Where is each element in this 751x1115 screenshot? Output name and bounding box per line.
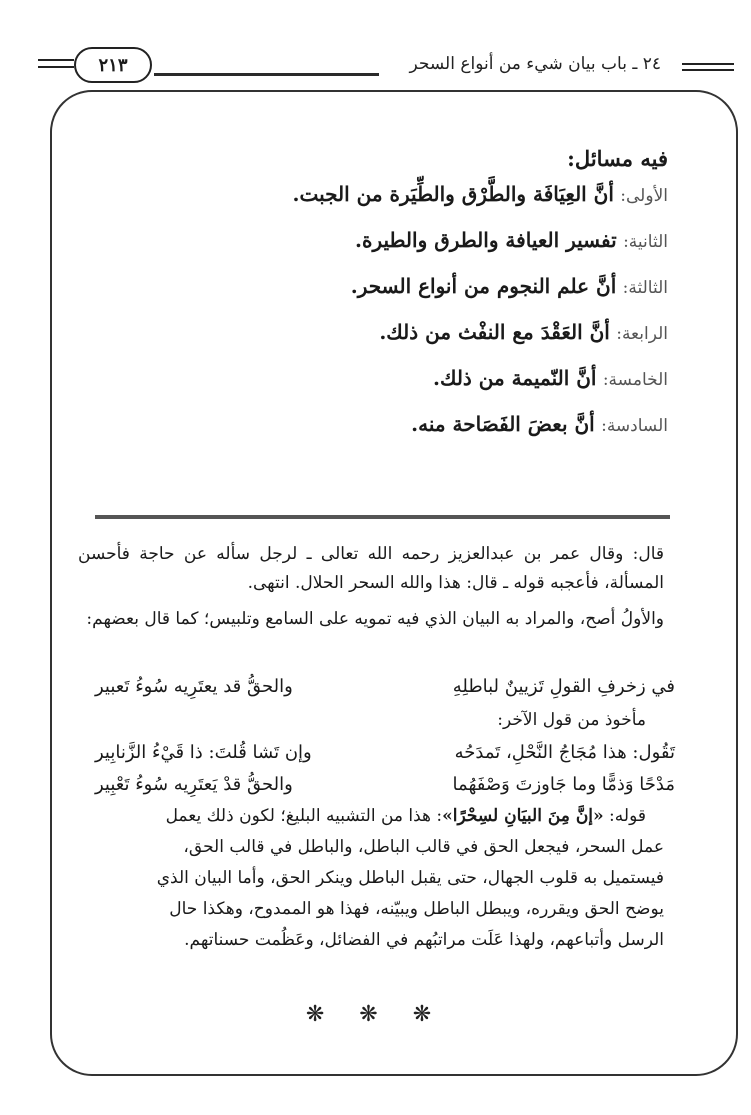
issue-text: أنَّ علم النجوم من أنواع السحر.	[350, 274, 617, 298]
issue-text: أنَّ النّميمة من ذلك.	[433, 366, 597, 390]
header-rule	[682, 63, 734, 65]
commentary-text: : هذا من التشبيه البليغ؛ لكون ذلك يعمل	[165, 806, 443, 826]
issue-label: الثالثة:	[622, 278, 668, 298]
issue-label: الخامسة:	[602, 370, 668, 390]
page-number: ٢١٣	[74, 47, 152, 83]
issue-item	[379, 316, 668, 348]
verse-hemistich: وإن تَشا قُلتَ: ذا قَيْءُ الزَّنابِير	[95, 742, 312, 763]
verse-line	[95, 672, 675, 702]
commentary-paragraph: والأولُ أصح، والمراد به البيان الذي فيه تمويه على السامع وتلبيس؛ كما قال بعضهم:	[86, 609, 664, 629]
issue-item	[355, 224, 668, 256]
issue-text: أنَّ العِيَافَة والطَّرْق والطِّيَرة من الجبت.	[292, 182, 614, 206]
commentary-line: عمل السحر، فيجعل الحق في قالب الباطل، والباطل في قالب الحق،	[183, 837, 664, 857]
issue-item	[411, 408, 668, 440]
header-rule	[38, 66, 74, 68]
verse-hemistich: في زخرفِ القولِ تَزيينٌ لباطلِهِ	[452, 676, 675, 697]
commentary-line	[166, 802, 646, 831]
verse-hemistich: تَقُول: هذا مُجَاجُ النَّحْلِ، تَمدَحُه	[454, 742, 675, 763]
header-rule	[38, 59, 74, 61]
issue-item	[351, 270, 668, 302]
verse-line	[95, 770, 675, 800]
issue-item	[433, 362, 668, 394]
issue-item	[292, 178, 668, 210]
issue-label: السادسة:	[601, 416, 668, 436]
issues-heading: فيه مسائل:	[567, 146, 668, 171]
verse-hemistich: والحقُّ قد يعتَرِيه سُوءُ تَعبير	[95, 676, 293, 697]
hadith-quote: «إنَّ مِنَ البيَانِ لسِحْرًا»	[442, 806, 604, 826]
quote-prefix: قوله:	[603, 806, 646, 826]
section-divider	[95, 515, 670, 519]
header-rule	[682, 69, 734, 71]
commentary-line: يوضح الحق ويقرره، ويبطل الباطل ويبيّنه، فهذا هو الممدوح، وهكذا حال	[169, 899, 664, 919]
commentary-line: فيستميل به قلوب الجهال، حتى يقبل الباطل وينكر الحق، وأما البيان الذي	[156, 868, 664, 888]
commentary-paragraph: قال: وقال عمر بن عبدالعزيز رحمه الله تعالى ـ لرجل سأله عن حاجة فأحسن المسألة، فأعجبه قوله ـ قال: هذا والله السحر الحلال. انتهى.	[78, 544, 664, 593]
commentary-line: مأخوذ من قول الآخر:	[497, 710, 646, 730]
chapter-title: ٢٤ ـ باب بيان شيء من أنواع السحر	[409, 54, 661, 74]
verse-line	[95, 738, 675, 768]
ornament-stars: ❋ ❋ ❋	[305, 1002, 446, 1027]
verse-hemistich: مَدْحًا وَذمًّا وما جَاوزتَ وَصْفَهُما	[452, 774, 675, 795]
issue-label: الرابعة:	[616, 324, 668, 344]
issue-text: أنَّ بعضَ الفَصَاحة منه.	[411, 412, 595, 436]
verse-hemistich: والحقُّ قدْ يَعتَرِيه سُوءُ تَعْبِير	[95, 774, 293, 795]
issue-label: الأولى:	[620, 186, 668, 206]
issue-text: أنَّ العَقْدَ مع النفْث من ذلك.	[379, 320, 610, 344]
header-line	[154, 73, 379, 76]
issue-label: الثانية:	[623, 232, 668, 252]
issue-text: تفسير العيافة والطرق والطيرة.	[355, 228, 617, 252]
commentary-line: الرسل وأتباعهم، ولهذا عَلَت مراتبُهم في الفضائل، وعَظُمت حسناتهم.	[184, 930, 664, 950]
